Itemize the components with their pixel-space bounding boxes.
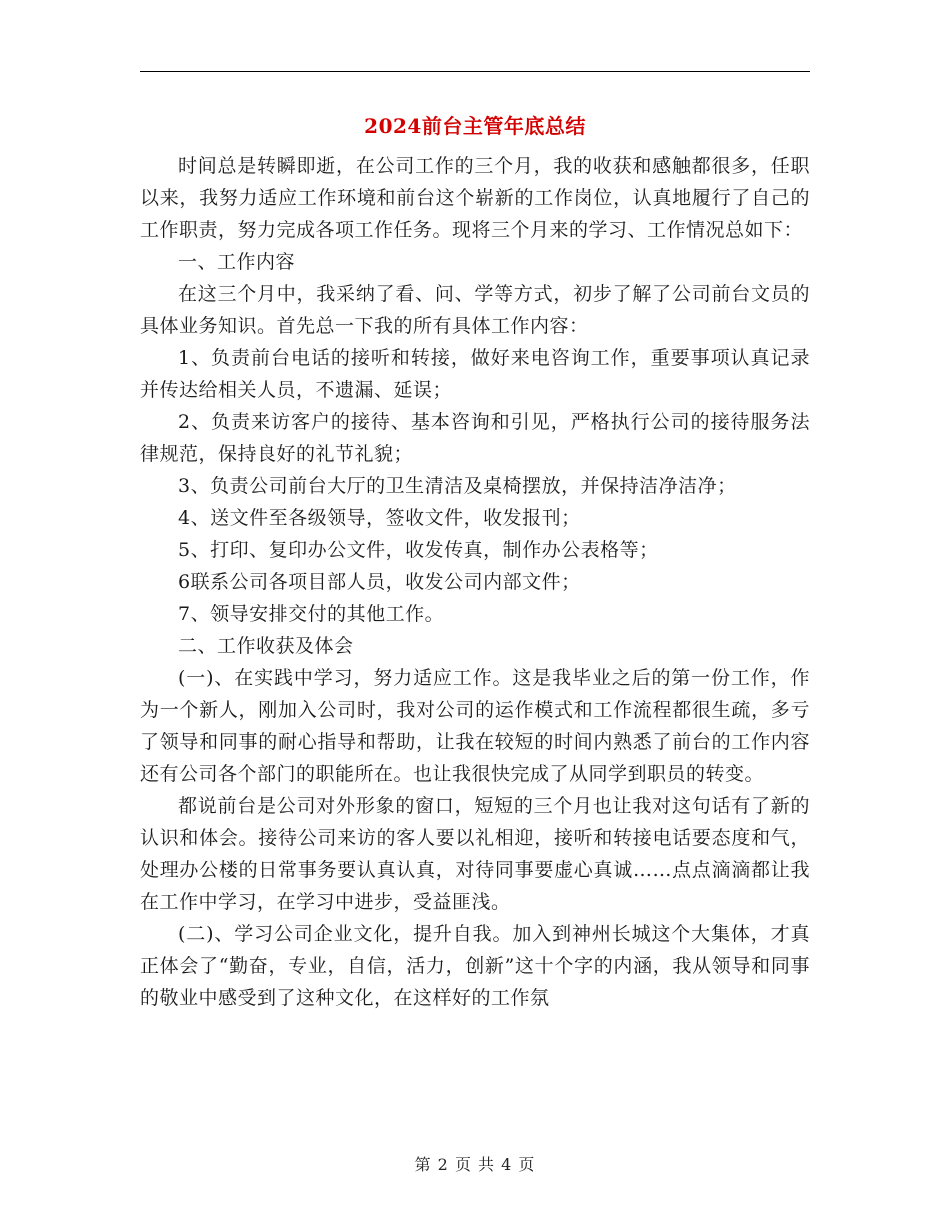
document-title: 2024前台主管年底总结 bbox=[364, 114, 586, 138]
paragraph-gains-1: (一)、在实践中学习，努力适应工作。这是我毕业之后的第一份工作，作为一个新人，刚加入公司时，我对公司的运作模式和工作流程都很生疏，多亏了领导和同事的耐心指导和帮助，让我在较短的时间内熟悉了前台的工作内容还有公司各个部门的职能所在。也让我很快完成了从同学到职员的转变。 bbox=[140, 667, 810, 785]
list-item-duty-6: 6联系公司各项目部人员，收发公司内部文件； bbox=[178, 571, 581, 593]
list-item-duty-5: 5、打印、复印办公文件，收发传真，制作办公表格等； bbox=[178, 539, 659, 561]
paragraph-gains-3: (二)、学习公司企业文化，提升自我。加入到神州长城这个大集体，才真正体会了“勤奋，专业，自信，活力，创新”这十个字的内涵，我从领导和同事的敬业中感受到了这种文化，在这样好的工作氛 bbox=[140, 923, 810, 1009]
list-item-duty-2: 2、负责来访客户的接待、基本咨询和引见，严格执行公司的接待服务法律规范，保持良好的礼节礼貌； bbox=[140, 411, 810, 465]
paragraph-intro: 时间总是转瞬即逝，在公司工作的三个月，我的收获和感触都很多，任职以来，我努力适应工作环境和前台这个崭新的工作岗位，认真地履行了自己的工作职责，努力完成各项工作任务。现将三个月来的学习、工作情况总如下： bbox=[140, 155, 810, 241]
list-item-duty-1: 1、负责前台电话的接听和转接，做好来电咨询工作，重要事项认真记录并传达给相关人员，不遗漏、延误； bbox=[140, 347, 810, 401]
page-footer: 第 2 页 共 4 页 bbox=[414, 1155, 536, 1174]
paragraph-gains-2: 都说前台是公司对外形象的窗口，短短的三个月也让我对这句话有了新的认识和体会。接待公司来访的客人要以礼相迎，接听和转接电话要态度和气，处理办公楼的日常事务要认真认真，对待同事要虚心真诚……点点滴滴都让我在工作中学习，在学习中进步，受益匪浅。 bbox=[140, 795, 810, 913]
section-heading-gains: 二、工作收获及体会 bbox=[178, 635, 354, 657]
section-heading-work-content: 一、工作内容 bbox=[178, 251, 296, 273]
list-item-duty-7: 7、领导安排交付的其他工作。 bbox=[178, 603, 445, 625]
list-item-duty-4: 4、送文件至各级领导，签收文件，收发报刊； bbox=[178, 507, 581, 529]
list-item-duty-3: 3、负责公司前台大厅的卫生清洁及桌椅摆放，并保持洁净洁净； bbox=[178, 475, 737, 497]
paragraph-work-overview: 在这三个月中，我采纳了看、问、学等方式，初步了解了公司前台文员的具体业务知识。首先总一下我的所有具体工作内容： bbox=[140, 283, 810, 337]
document-body bbox=[140, 150, 810, 1014]
header-rule bbox=[140, 71, 810, 72]
